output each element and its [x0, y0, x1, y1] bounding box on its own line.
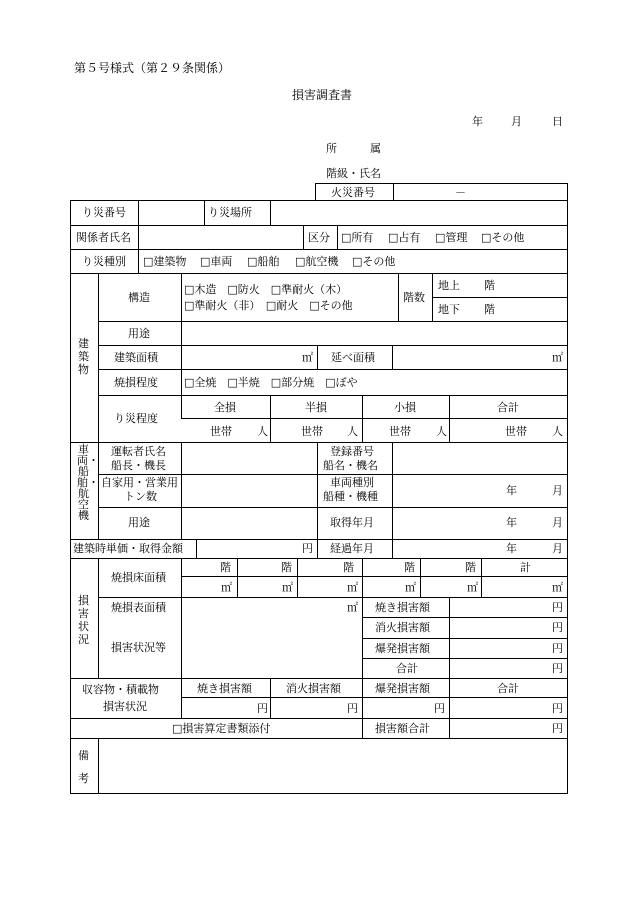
type-other[interactable]: □その他: [352, 255, 396, 268]
type-ship[interactable]: □船舶: [247, 255, 280, 268]
sqm-col-3: ㎡: [347, 581, 358, 594]
unit-price-label: 建築時単価・取得金額: [73, 542, 183, 555]
contents-burn-label: 焼き損害額: [197, 682, 252, 695]
fire-number-value[interactable]: －: [455, 186, 466, 199]
extinguish-damage-yen: 円: [552, 621, 563, 634]
building-area-unit: ㎡: [302, 351, 313, 364]
option-owned[interactable]: □所有: [341, 231, 374, 244]
year-label: 年: [472, 115, 483, 128]
document-title: 損害調査書: [292, 88, 353, 102]
col-half-loss: 半損: [305, 401, 327, 414]
driver-label-2: 船長・機長: [111, 459, 166, 472]
damage-subtotal-label: 合計: [396, 662, 418, 675]
household-unit-3: 世帯: [389, 425, 411, 438]
total-floor-area-unit: ㎡: [552, 351, 563, 364]
owner-name-label: 関係者氏名: [76, 231, 131, 244]
person-unit-3: 人: [436, 425, 447, 438]
acquired-year-unit: 年: [506, 516, 517, 529]
floor-col-3: 階: [343, 561, 354, 574]
damage-section-label: 損害状況: [78, 594, 89, 646]
usage-type-label-2: トン数: [124, 490, 157, 503]
below-ground-label: 地下: [438, 303, 460, 316]
contents-burn-yen: 円: [257, 702, 268, 715]
sqm-col-4: ㎡: [405, 581, 416, 594]
option-managed[interactable]: □管理: [435, 231, 468, 244]
vehicle-section-label: 車両・船舶・航空機: [77, 443, 99, 522]
grand-total-yen: 円: [552, 722, 563, 735]
vehicle-month-unit: 月: [552, 484, 563, 497]
burn-surface-label: 焼損表面積: [111, 601, 166, 614]
household-unit-4: 世帯: [505, 425, 527, 438]
person-unit-4: 人: [552, 425, 563, 438]
contents-explosion-yen: 円: [434, 702, 445, 715]
burn-damage-yen: 円: [552, 601, 563, 614]
damage-subtotal-yen: 円: [552, 662, 563, 675]
col-total-loss: 全損: [214, 401, 236, 414]
driver-label-1: 運転者氏名: [111, 445, 166, 458]
sqm-col-5: ㎡: [467, 581, 478, 594]
person-unit-1: 人: [257, 425, 268, 438]
sqm-col-2: ㎡: [282, 581, 293, 594]
total-floor-area-label: 延べ面積: [331, 351, 375, 364]
elapsed-month-unit: 月: [552, 542, 563, 555]
floor-col-4: 階: [404, 561, 415, 574]
burn-degree-label: 焼損程度: [114, 376, 158, 389]
option-other[interactable]: □その他: [481, 231, 525, 244]
sqm-col-total: ㎡: [552, 581, 563, 594]
acquired-label: 取得年月: [330, 516, 374, 529]
elapsed-year-unit: 年: [506, 542, 517, 555]
burn-degree-options[interactable]: □全焼 □半焼 □部分焼 □ぼや: [184, 376, 358, 389]
sqm-col-1: ㎡: [221, 581, 232, 594]
extinguish-damage-label: 消火損害額: [375, 621, 430, 634]
attachment-checkbox[interactable]: □損害算定書類添付: [172, 722, 271, 735]
vehicle-type-label-1: 車両種別: [330, 476, 374, 489]
contents-extinguish-label: 消火損害額: [286, 682, 341, 695]
household-unit-2: 世帯: [301, 425, 323, 438]
person-unit-2: 人: [347, 425, 358, 438]
fire-number-label: 火災番号: [331, 186, 375, 199]
type-aircraft[interactable]: □航空機: [295, 255, 339, 268]
month-label: 月: [511, 115, 522, 128]
grand-total-label: 損害額合計: [375, 722, 430, 735]
contents-total-label: 合計: [497, 682, 519, 695]
damage-status-label: 損害状況等: [111, 641, 166, 654]
contents-label-1: 収容物・積載物: [82, 683, 159, 696]
structure-options-2[interactable]: □準耐火（非） □耐火 □その他: [184, 299, 353, 312]
type-vehicle[interactable]: □車両: [200, 255, 233, 268]
structure-label: 構造: [128, 291, 150, 304]
floor-col-2: 階: [281, 561, 292, 574]
floor-col-total: 計: [520, 561, 531, 574]
vehicle-type-label-2: 船種・機種: [323, 490, 378, 503]
registration-label-1: 登録番号: [330, 445, 374, 458]
remarks-field[interactable]: [100, 740, 566, 792]
floor-col-1: 階: [220, 561, 231, 574]
structure-options-1[interactable]: □木造 □防火 □準耐火（木）: [184, 283, 348, 296]
usage-type-label-1: 自家用・営業用: [101, 476, 178, 489]
col-sum: 合計: [497, 401, 519, 414]
above-ground-label: 地上: [438, 279, 460, 292]
floors-label: 階数: [403, 291, 425, 304]
registration-label-2: 船名・機名: [323, 459, 378, 472]
type-building[interactable]: □建築物: [143, 255, 187, 268]
building-section-label: 建築物: [78, 337, 89, 376]
building-area-label: 建築面積: [114, 351, 158, 364]
form-number: 第５号様式（第２９条関係）: [74, 61, 231, 75]
floor-col-5: 階: [465, 561, 476, 574]
col-minor-loss: 小損: [394, 401, 416, 414]
above-floor-unit: 階: [484, 279, 495, 292]
disaster-type-label: り災種別: [82, 255, 126, 268]
household-unit-1: 世帯: [210, 425, 232, 438]
affiliation-label: 所 属: [326, 142, 381, 155]
contents-total-yen: 円: [552, 702, 563, 715]
vehicle-use-label: 用途: [128, 516, 150, 529]
below-floor-unit: 階: [484, 303, 495, 316]
burn-damage-label: 焼き損害額: [375, 601, 430, 614]
elapsed-label: 経過年月: [330, 542, 374, 555]
division-label: 区分: [308, 231, 330, 244]
explosion-damage-label: 爆発損害額: [375, 642, 430, 655]
surface-sqm-unit: ㎡: [347, 601, 358, 614]
remarks-label-2: 考: [78, 772, 89, 785]
contents-explosion-label: 爆発損害額: [375, 682, 430, 695]
disaster-number-label: り災番号: [82, 206, 126, 219]
vehicle-year-unit: 年: [506, 484, 517, 497]
day-label: 日: [552, 115, 563, 128]
rank-name-label: 階級・氏名: [326, 167, 381, 180]
contents-label-2: 損害状況: [103, 700, 147, 713]
burn-floor-area-label: 焼損床面積: [111, 571, 166, 584]
acquired-month-unit: 月: [552, 516, 563, 529]
disaster-place-label: り災場所: [208, 206, 252, 219]
building-use-label: 用途: [128, 327, 150, 340]
remarks-label-1: 備: [78, 749, 89, 762]
unit-price-yen: 円: [302, 542, 313, 555]
damage-degree-label: り災程度: [114, 412, 158, 425]
option-occupied[interactable]: □占有: [388, 231, 421, 244]
contents-extinguish-yen: 円: [347, 702, 358, 715]
explosion-damage-yen: 円: [552, 642, 563, 655]
